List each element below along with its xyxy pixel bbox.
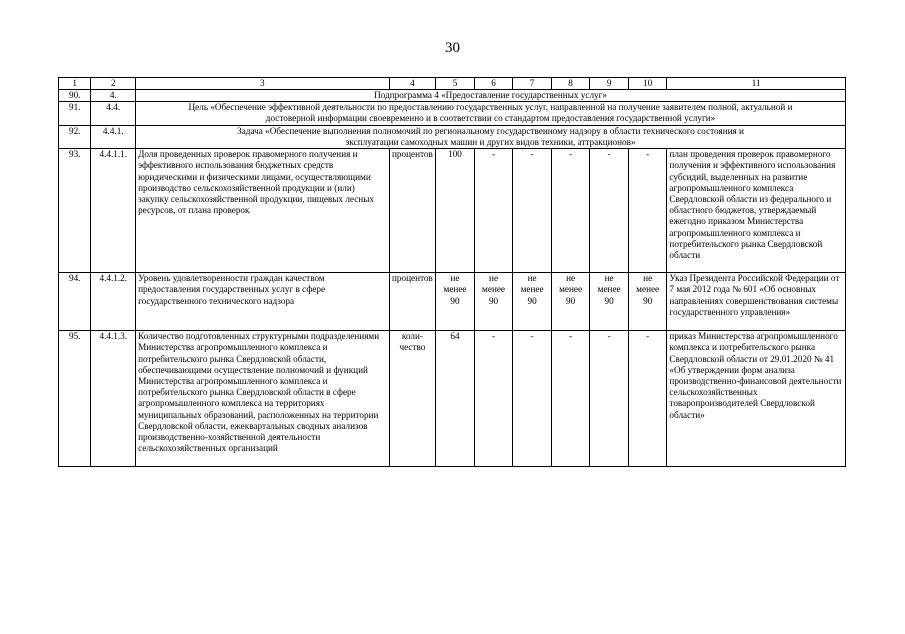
- goal-row: [59, 102, 846, 125]
- row-code: 4.4.1.1.: [91, 149, 136, 273]
- subprogram-title: Подпрограмма 4 «Предоставление государственных услуг»: [136, 90, 846, 102]
- row-code: 4.4.1.2.: [91, 273, 136, 331]
- source-document: приказ Министерства агропромышленного комплекса и потребительского рынка Свердловской области от 29.01.2020 № 41 «Об утверждении форм анализа производственно-финансовой деятельности сельскохозяйственных товаропроизводителей Свердловской области»: [667, 331, 846, 467]
- column-number: 10: [628, 78, 667, 90]
- value-cell: -: [474, 149, 513, 273]
- value-cell: не менее 90: [436, 273, 475, 331]
- row-number: 91.: [59, 102, 91, 125]
- row-code: 4.: [91, 90, 136, 102]
- row-number: 92.: [59, 125, 91, 148]
- table-row: [59, 149, 846, 273]
- goal-text: Цель «Обеспечение эффективной деятельности по предоставлению государственных услуг, направленной на получение заявителем полной, актуальной и достоверной информации своевременно и в соответствии со стандартом предоставления государственной услуги»: [136, 102, 846, 125]
- value-cell: не менее 90: [590, 273, 629, 331]
- column-number: 11: [667, 78, 846, 90]
- row-number: 95.: [59, 331, 91, 467]
- indicator-name: Уровень удовлетворенности граждан качеством предоставления государственных услуг в сфере государственного технического надзора: [136, 273, 390, 331]
- unit-cell: процентов: [389, 273, 436, 331]
- value-cell: -: [551, 149, 590, 273]
- unit-cell: коли-чество: [389, 331, 436, 467]
- indicators-table: [58, 77, 846, 467]
- column-number: 4: [389, 78, 436, 90]
- row-number: 93.: [59, 149, 91, 273]
- value-cell: 100: [436, 149, 475, 273]
- task-row: [59, 125, 846, 148]
- value-cell: -: [628, 149, 667, 273]
- source-document: Указ Президента Российской Федерации от 7 мая 2012 года № 601 «Об основных направлениях совершенствования системы государственного управления»: [667, 273, 846, 331]
- value-cell: -: [628, 331, 667, 467]
- table-row: [59, 331, 846, 467]
- column-number: 6: [474, 78, 513, 90]
- column-number: 8: [551, 78, 590, 90]
- subprogram-row: [59, 90, 846, 102]
- table-row: [59, 273, 846, 331]
- row-code: 4.4.: [91, 102, 136, 125]
- value-cell: не менее 90: [628, 273, 667, 331]
- value-cell: -: [590, 149, 629, 273]
- value-cell: 64: [436, 331, 475, 467]
- column-number: 5: [436, 78, 475, 90]
- page-number: 30: [445, 40, 460, 56]
- row-code: 4.4.1.3.: [91, 331, 136, 467]
- value-cell: -: [474, 331, 513, 467]
- column-number: 7: [513, 78, 552, 90]
- indicator-name: Количество подготовленных структурными подразделениями Министерства агропромышленного комплекса и потребительского рынка Свердловской области, обеспечивающими осуществление полномочий и функций Министерства агропромышленного комплекса и потребительского рынка Свердловской области в сфере агропромышленного комплекса на территориях муниципальных образований, расположенных на территории Свердловской области, ежеквартальных сводных анализов производственно-хозяйственной деятельности сельскохозяйственных организаций: [136, 331, 390, 467]
- row-number: 94.: [59, 273, 91, 331]
- value-cell: не менее 90: [474, 273, 513, 331]
- source-document: план проведения проверок правомерного получения и эффективного использования субсидий, выделенных на развитие агропромышленного комплекса Свердловской области из федерального и областного бюджетов, утверждаемый ежегодно приказом Министерства агропромышленного комплекса и потребительского рынка Свердловской области: [667, 149, 846, 273]
- column-number-row: [59, 78, 846, 90]
- task-text: Задача «Обеспечение выполнения полномочий по региональному государственному надзору в области технического состояния и эксплуатации самоходных машин и других видов техники, аттракционов»: [136, 125, 846, 148]
- value-cell: -: [513, 149, 552, 273]
- value-cell: -: [590, 331, 629, 467]
- row-number: 90.: [59, 90, 91, 102]
- value-cell: не менее 90: [551, 273, 590, 331]
- row-code: 4.4.1.: [91, 125, 136, 148]
- column-number: 9: [590, 78, 629, 90]
- column-number: 2: [91, 78, 136, 90]
- value-cell: не менее 90: [513, 273, 552, 331]
- column-number: 1: [59, 78, 91, 90]
- value-cell: -: [551, 331, 590, 467]
- column-number: 3: [136, 78, 390, 90]
- unit-cell: процентов: [389, 149, 436, 273]
- indicator-name: Доля проведенных проверок правомерного получения и эффективного использования бюджетных средств юридическими и физическими лицами, осуществляющими производство сельскохозяйственной продукции и (или) закупку сельскохозяйственной продукции, пищевых лесных ресурсов, от плана проверок: [136, 149, 390, 273]
- value-cell: -: [513, 331, 552, 467]
